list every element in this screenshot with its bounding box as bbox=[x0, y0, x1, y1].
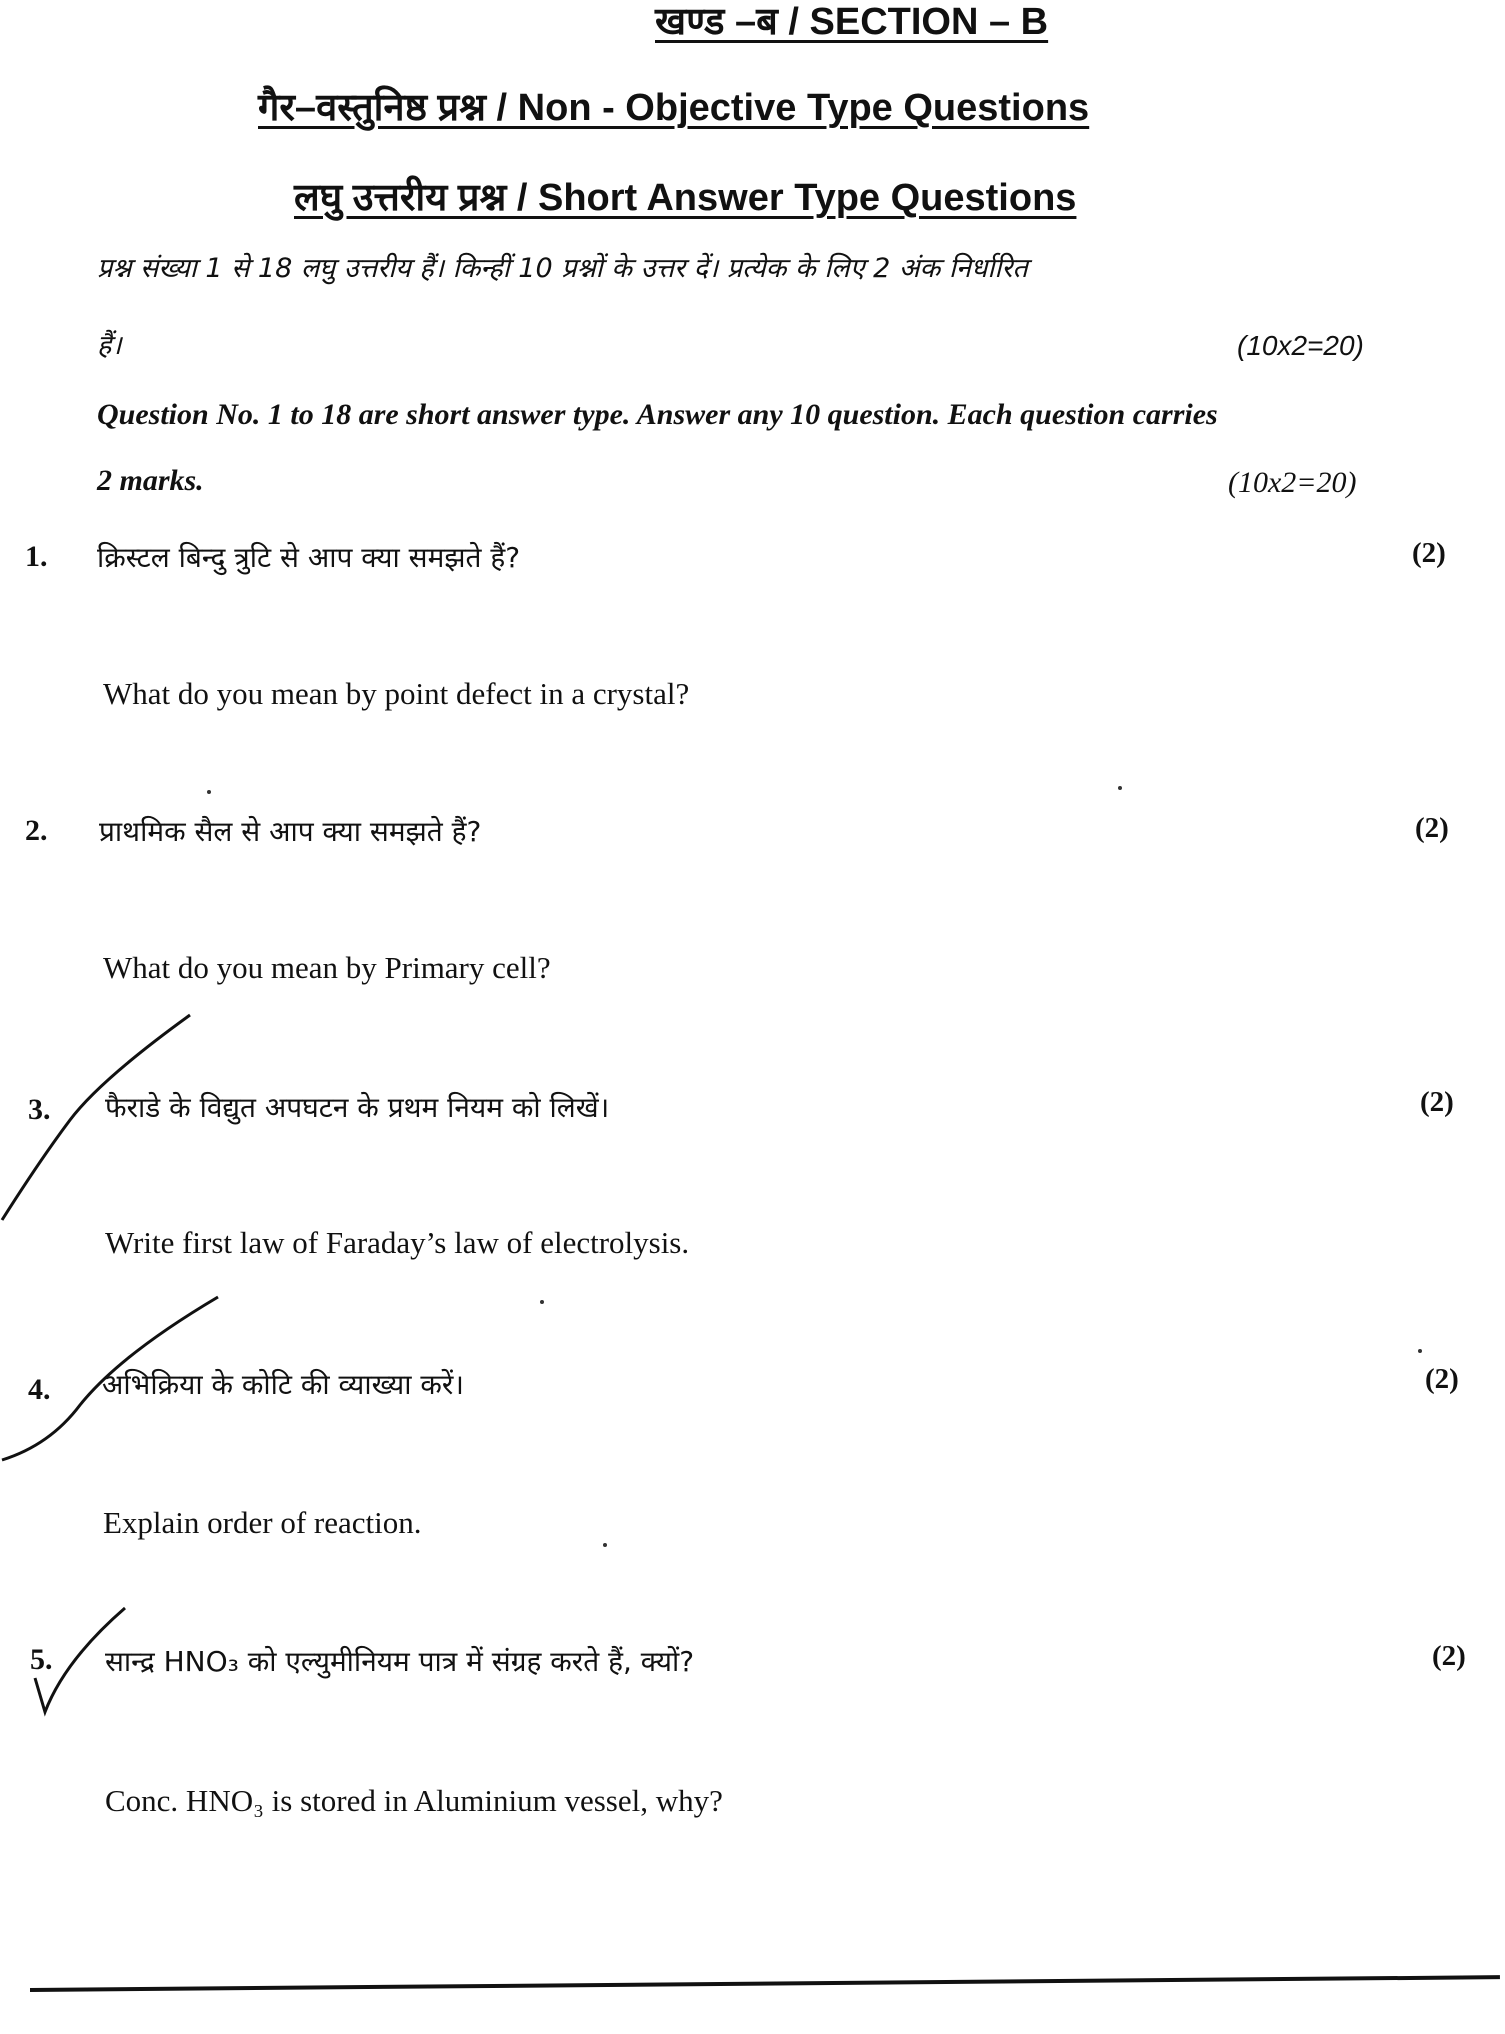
question-text-hindi: अभिक्रिया के कोटि की व्याख्या करें। bbox=[102, 1368, 464, 1401]
question-type-heading: गैर–वस्तुनिष्ठ प्रश्न / Non - Objective Type Questions bbox=[258, 87, 1090, 129]
question-text-english: What do you mean by point defect in a crystal? bbox=[103, 676, 690, 711]
question-marks: (2) bbox=[1425, 1363, 1459, 1395]
question-text-hindi: क्रिस्टल बिन्दु त्रुटि से आप क्या समझते हैं? bbox=[97, 541, 521, 574]
page-divider bbox=[30, 1975, 1500, 1992]
scan-speck bbox=[207, 790, 211, 794]
question-number: 2. bbox=[25, 814, 48, 847]
instructions-hindi-line1: प्रश्न संख्या 1 से 18 लघु उत्तरीय हैं। किन्हीं 10 प्रश्नों के उत्तर दें। प्रत्येक के लिए 2 अंक निर्धारित bbox=[97, 253, 1028, 284]
question-text-english: Write first law of Faraday’s law of electrolysis. bbox=[105, 1225, 690, 1260]
question-text-hindi: फैराडे के विद्युत अपघटन के प्रथम नियम को लिखें। bbox=[105, 1091, 610, 1124]
scan-speck bbox=[1418, 1349, 1422, 1353]
question-marks: (2) bbox=[1420, 1086, 1454, 1118]
question-number: 5. bbox=[30, 1643, 53, 1676]
instructions-english-line1: Question No. 1 to 18 are short answer type. Answer any 10 question. Each question carries bbox=[97, 398, 1218, 431]
question-marks: (2) bbox=[1432, 1640, 1466, 1672]
scan-speck bbox=[1118, 786, 1122, 790]
question-text-english: What do you mean by Primary cell? bbox=[103, 950, 551, 985]
question-text-english: Explain order of reaction. bbox=[103, 1505, 422, 1540]
question-subtype-heading: लघु उत्तरीय प्रश्न / Short Answer Type Questions bbox=[294, 177, 1077, 219]
question-marks: (2) bbox=[1415, 812, 1449, 844]
scan-speck bbox=[540, 1300, 544, 1304]
instructions-english-line2: 2 marks. bbox=[97, 464, 204, 497]
question-number: 1. bbox=[25, 540, 48, 573]
question-number: 4. bbox=[28, 1373, 51, 1406]
question-number: 3. bbox=[28, 1093, 51, 1126]
instructions-hindi-marks: (10x2=20) bbox=[1237, 330, 1364, 361]
scan-speck bbox=[603, 1543, 607, 1547]
instructions-english-marks: (10x2=20) bbox=[1228, 466, 1357, 499]
question-text-english: Conc. HNO₃ is stored in Aluminium vessel, why? bbox=[105, 1783, 723, 1818]
question-marks: (2) bbox=[1412, 537, 1446, 569]
question-text-hindi: प्राथमिक सैल से आप क्या समझते हैं? bbox=[99, 815, 482, 848]
instructions-hindi-line2: हैं। bbox=[97, 330, 122, 361]
section-heading: खण्ड –ब / SECTION – B bbox=[655, 1, 1049, 43]
question-text-hindi: सान्द्र HNO₃ को एल्युमीनियम पात्र में संग्रह करते हैं, क्यों? bbox=[105, 1645, 695, 1678]
